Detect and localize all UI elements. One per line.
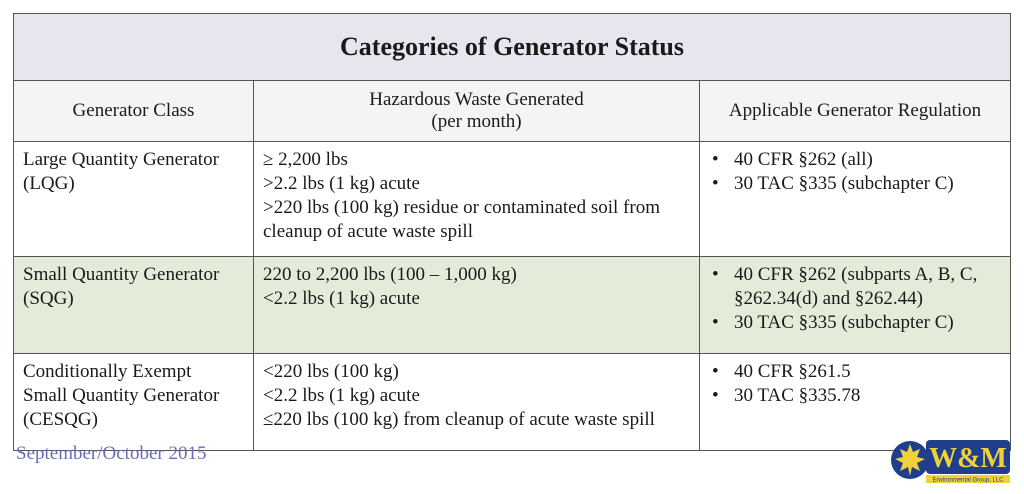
- regulation-cell: [700, 354, 1011, 451]
- waste-line: ≤220 lbs (100 kg) from cleanup of acute waste spill: [263, 409, 655, 430]
- waste-generated-cell: [254, 257, 700, 354]
- waste-line: <2.2 lbs (1 kg) acute: [263, 385, 420, 406]
- leaf-globe-icon: [891, 441, 929, 479]
- header-waste-line1: Hazardous Waste Generated: [369, 89, 584, 110]
- table-row: [14, 142, 1011, 257]
- waste-generated-cell: [254, 142, 700, 257]
- regulation-item: • 40 CFR §262 (all): [709, 148, 1002, 172]
- table-title: Categories of Generator Status: [14, 14, 1011, 81]
- generator-class-cell: [14, 142, 254, 257]
- class-line: (SQG): [23, 288, 74, 309]
- table-row: [14, 257, 1011, 354]
- regulation-list: [709, 263, 1002, 335]
- waste-line: <220 lbs (100 kg): [263, 361, 399, 382]
- company-logo: [890, 438, 1012, 484]
- regulation-list: [709, 360, 1002, 408]
- regulation-item: • 30 TAC §335 (subchapter C): [709, 311, 1002, 335]
- table-row: [14, 354, 1011, 451]
- header-regulation: Applicable Generator Regulation: [700, 81, 1011, 142]
- class-line: Small Quantity Generator: [23, 385, 220, 406]
- waste-line: <2.2 lbs (1 kg) acute: [263, 288, 420, 309]
- waste-line: >220 lbs (100 kg) residue or contaminated soil from cleanup of acute waste spill: [263, 197, 660, 242]
- regulation-item: • 40 CFR §262 (subparts A, B, C, §262.34(d) and §262.44): [709, 263, 1002, 311]
- regulation-item: • 40 CFR §261.5: [709, 360, 1002, 384]
- generator-class-cell: [14, 354, 254, 451]
- header-hazardous-waste: [254, 81, 700, 142]
- class-line: (LQG): [23, 173, 75, 194]
- header-waste-line2: (per month): [431, 111, 522, 132]
- waste-generated-cell: [254, 354, 700, 451]
- waste-line: 220 to 2,200 lbs (100 – 1,000 kg): [263, 264, 517, 285]
- regulation-item: • 30 TAC §335 (subchapter C): [709, 172, 1002, 196]
- generator-class-cell: [14, 257, 254, 354]
- waste-line: ≥ 2,200 lbs: [263, 149, 348, 170]
- class-line: Large Quantity Generator: [23, 149, 219, 170]
- regulation-cell: [700, 142, 1011, 257]
- regulation-cell: [700, 257, 1011, 354]
- header-generator-class: Generator Class: [14, 81, 254, 142]
- class-line: (CESQG): [23, 409, 98, 430]
- class-line: Conditionally Exempt: [23, 361, 192, 382]
- regulation-item: • 30 TAC §335.78: [709, 384, 1002, 408]
- logo-subtext: Environmental Group, LLC: [932, 477, 1004, 484]
- generator-status-table: [13, 13, 1011, 451]
- regulation-list: [709, 148, 1002, 196]
- class-line: Small Quantity Generator: [23, 264, 220, 285]
- waste-line: >2.2 lbs (1 kg) acute: [263, 173, 420, 194]
- footer-date: September/October 2015: [16, 443, 207, 464]
- logo-text: W&M: [929, 443, 1007, 474]
